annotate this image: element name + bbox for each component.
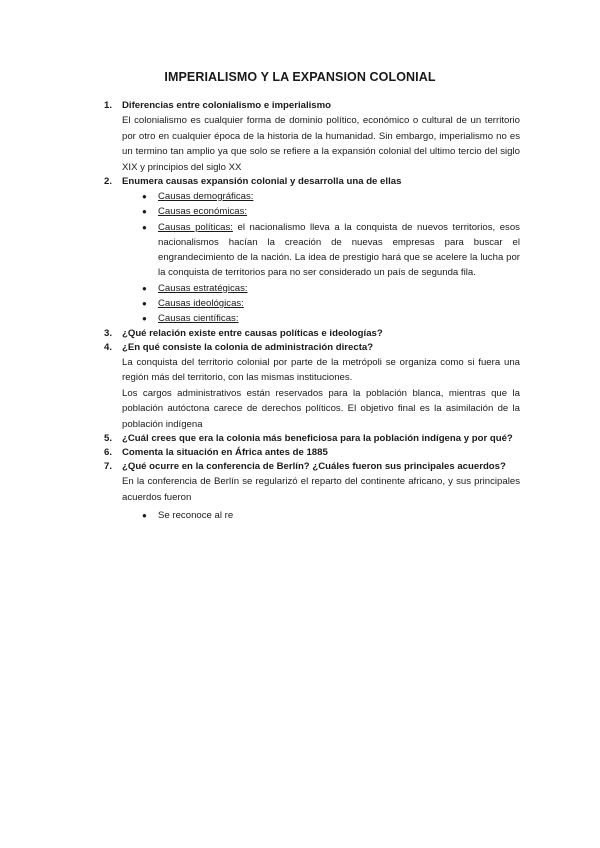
- cause-label: Causas económicas:: [158, 206, 248, 218]
- question-item-5: [0, 432, 520, 446]
- bullet-icon: ●: [142, 511, 147, 521]
- list-item: [122, 296, 520, 311]
- answer-text: En la conferencia de Berlín se regularizó el reparto del continente africano, y sus principales acuerdos fueron: [122, 476, 520, 503]
- question-item-7: [0, 460, 520, 523]
- list-item: [122, 508, 520, 523]
- document-title: IMPERIALISMO Y LA EXPANSION COLONIAL: [164, 70, 436, 84]
- question-number: 3.: [104, 327, 113, 339]
- question-text: Comenta la situación en África antes de 1885: [122, 447, 328, 459]
- cause-label: Causas demográficas:: [158, 191, 254, 202]
- question-number: 5.: [104, 433, 113, 445]
- cause-label: Causas ideológicas:: [158, 298, 244, 310]
- question-item-1: [0, 99, 520, 175]
- cause-label: Causas políticas:: [158, 221, 233, 233]
- list-item: [122, 204, 520, 219]
- question-list: [0, 99, 600, 523]
- bullet-icon: ●: [142, 207, 147, 217]
- bullet-icon: ●: [142, 222, 147, 232]
- question-number: 6.: [104, 447, 113, 459]
- question-item-3: [0, 327, 520, 341]
- question-text: ¿Qué ocurre en la conferencia de Berlín? ¿Cuáles fueron sus principales acuerdos?: [122, 461, 506, 473]
- question-text: ¿Qué relación existe entre causas políticas e ideologías?: [122, 327, 383, 339]
- answer-text: El colonialismo es cualquier forma de dominio político, económico o cultural de un territorio por otro en cualquier época de la historia de la humanidad. Sin embargo, imperialismo no es un termino tan amplio ya que solo se refiere a la expansión colonial del ultimo tercio del siglo XIX y principios del siglo XX: [122, 115, 520, 173]
- question-item-4: [0, 341, 520, 433]
- causes-list: [122, 189, 520, 327]
- bullet-icon: ●: [142, 283, 147, 293]
- cause-label: Causas científicas:: [158, 313, 239, 325]
- question-number: 2.: [104, 176, 113, 187]
- question-item-6: [0, 446, 520, 460]
- question-number: 7.: [104, 461, 113, 473]
- question-text: Diferencias entre colonialismo e imperialismo: [122, 100, 332, 111]
- question-number: 4.: [104, 341, 113, 353]
- bullet-icon: ●: [142, 314, 147, 324]
- question-item-2: [0, 175, 520, 327]
- list-item: [122, 281, 520, 296]
- agreement-text: Se reconoce al re: [158, 510, 234, 522]
- answer-text: La conquista del territorio colonial por parte de la metrópoli se organiza como si fuera una región más del territorio, con las mismas instituciones.: [122, 356, 520, 384]
- question-text: Enumera causas expansión colonial y desarrolla una de ellas: [122, 176, 402, 187]
- cause-label: Causas estratégicas:: [158, 282, 248, 294]
- question-text: ¿En qué consiste la colonia de administración directa?: [122, 341, 374, 353]
- list-item: [122, 311, 520, 326]
- cause-text: el nacionalismo lleva a la conquista de nuevos territorios, esos nacionalismos hacían la creación de nuevas empresas para buscar el engrandecimiento de la nación. La idea de prestigio hará que se acelere la lucha por la conquista de territorios para no ser considerado un país de segunda fila.: [158, 221, 520, 279]
- bullet-icon: ●: [142, 299, 147, 309]
- bullet-icon: ●: [142, 192, 147, 201]
- answer-text-2: Los cargos administrativos están reservados para la población blanca, mientras que la población autóctona carece de derechos políticos. El objetivo final es la asimilación de la población indígena: [122, 387, 520, 430]
- question-text: ¿Cuál crees que era la colonia más beneficiosa para la población indígena y por qué?: [122, 433, 513, 445]
- list-item: [122, 220, 520, 281]
- list-item: [122, 189, 520, 204]
- question-number: 1.: [104, 100, 113, 111]
